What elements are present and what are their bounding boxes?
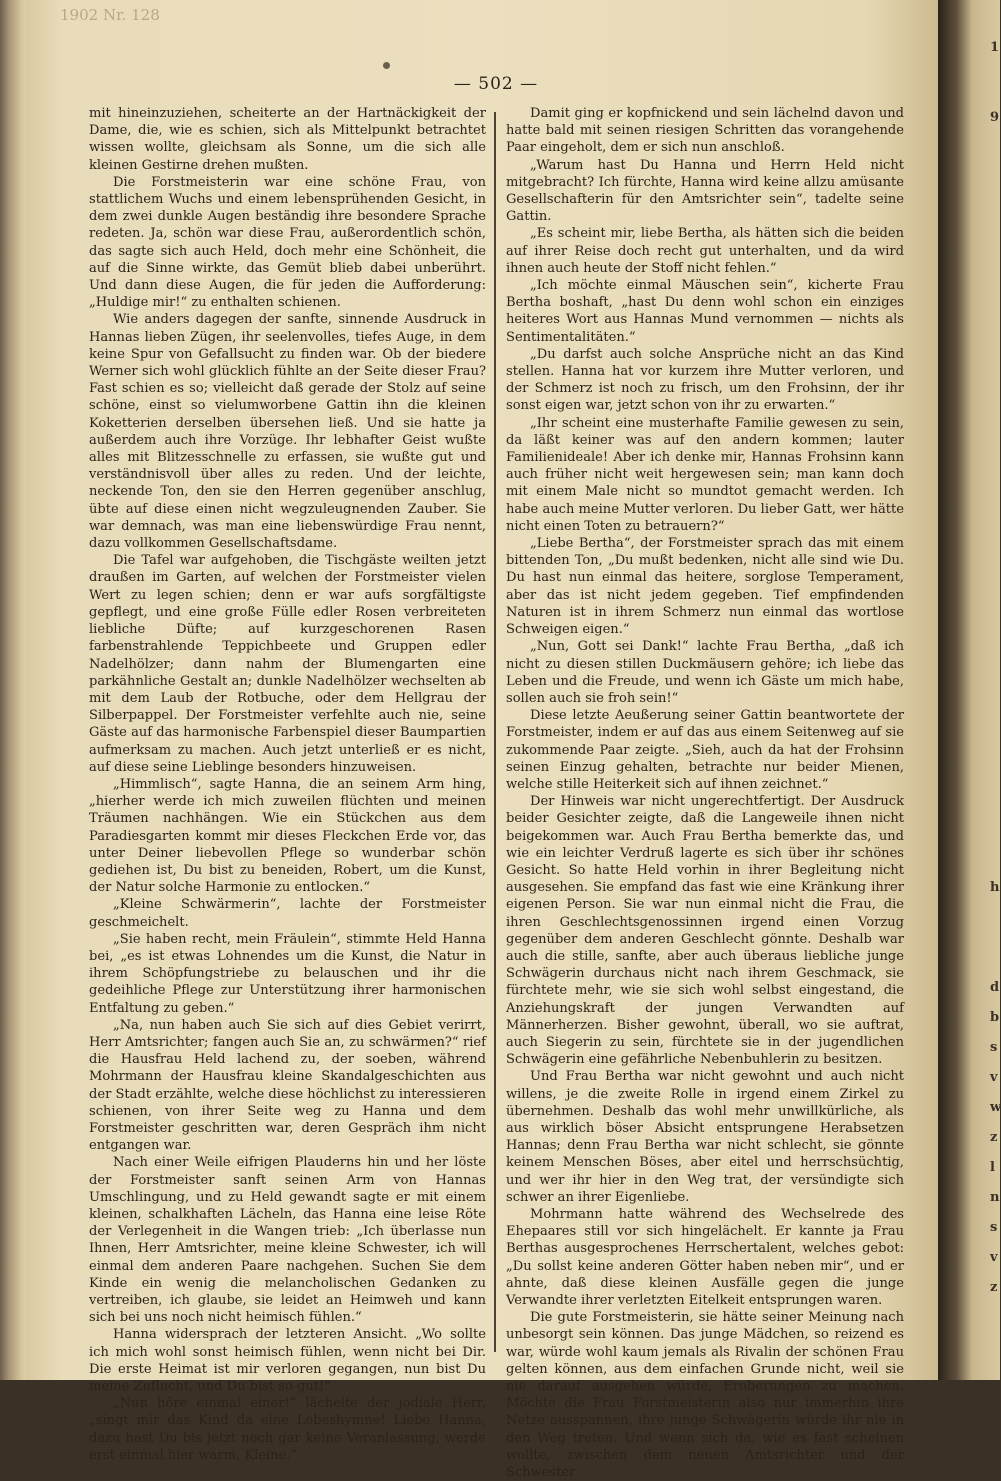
paragraph: Die Tafel war aufgehoben, die Tischgäste weilten jetzt draußen im Garten, auf welchen der Forstmeister vielen Wert zu legen schien; denn er war aufs sorgfältigste gepflegt, und eine große Fülle edler Rosen verbreiteten liebliche Düfte; auf kurzgeschorenen Rasen farbenstrahlende Teppichbeete und Gruppen edler Nadelhölzer; dann nahm der Blumengarten eine parkähnliche Gestalt an; dunkle Nadelhölzer wechselten ab mit dem Laub der Rotbuche, oder dem Hellgrau der Silberpappel. Der Forstmeister verfehlte auch nie, seine Gäste auf das harmonische Farbenspiel dieser Baumpartien aufmerksam zu machen. Auch jetzt unterließ er es nicht, auf diese seine Lieblinge besonders hinzuweisen. — [89, 553, 486, 775]
paragraph: „Du darfst auch solche Ansprüche nicht an das Kind stellen. Hanna hat vor kurzem ihre Mutter verloren, und der Schmerz ist noch zu frisch, um den Frohsinn, der ihr sonst eigen war, jetzt schon von ihr zu erwarten.“ — [506, 346, 904, 414]
margin-fragment: b — [990, 1010, 1000, 1025]
margin-fragment: z — [990, 1130, 998, 1145]
margin-fragment: d — [990, 980, 1000, 995]
paragraph: Wie anders dagegen der sanfte, sinnende Ausdruck in Hannas lieben Zügen, ihr seelenvolles, tiefes Auge, in dem keine Spur von Gefallsucht zu finden war. Ob der biedere Werner sich wohl glücklich fühlte an der Seite dieser Frau? Fast schien es so; vielleicht daß gerade der Stolz auf seine schöne, einst so vielumworbene Gattin ihn die kleinen Koketterien derselben übersehen ließ. Und sie hatte ja außerdem auch ihre Vorzüge. Ihr lebhafter Geist wußte alles mit Blitzesschnelle zu erfassen, sie wußte gut und verständnisvoll über alles zu reden. Und der leichte, neckende Ton, den sie den Herren gegenüber anschlug, übte auf diese einen nicht wegzuleugnenden Zauber. Sie war demnach, was man eine liebenswürdige Frau nennt, dazu vollkommen Gesellschaftsdame. — [89, 312, 486, 552]
paragraph: Und Frau Bertha war nicht gewohnt und auch nicht willens, je die zweite Rolle in irgend einem Zirkel zu übernehmen. Deshalb das wohl mehr unwillkürliche, als aus wirklich böser Absicht entsprungene Herabsetzen Hannas; denn Frau Bertha war nicht schlecht, sie gönnte keinem Menschen Böses, aber eitel und herrschsüchtig, und wer ihr hier in den Weg trat, der versündigte sich schwer an ihrer Eigenliebe. — [506, 1069, 904, 1205]
margin-fragment: h — [990, 880, 1000, 895]
paragraph: Diese letzte Aeußerung seiner Gattin beantwortete der Forstmeister, indem er auf das aus einem Seitenweg auf sie zukommende Paar zeigte. „Sieh, auch da hat der Frohsinn seinen Einzug gehalten, betrachte nur beider Mienen, welche stille Heiterkeit sich auf ihnen zeichnet.“ — [506, 708, 904, 792]
margin-fragment: w — [990, 1100, 1001, 1115]
right-column — [506, 105, 904, 1481]
left-column — [89, 105, 486, 1464]
margin-fragment: v — [990, 1250, 998, 1265]
right-page-edge — [938, 0, 1000, 1380]
paragraph: „Warum hast Du Hanna und Herrn Held nicht mitgebracht? Ich fürchte, Hanna wird keine allzu amüsante Gesellschafterin für den Amtsrichter sein“, tadelte seine Gattin. — [506, 157, 904, 225]
margin-fragment: 1 — [990, 40, 1000, 55]
paragraph: „Ihr scheint eine musterhafte Familie gewesen zu sein, da läßt keiner was auf den andern kommen; lauter Familienideale! Aber ich denke mir, Hannas Frohsinn kann auch früher nicht weit hergewesen sein; man kann doch mit einem Male nicht so mundtot gemacht werden. Ich habe auch meine Mutter verloren. Du lieber Gatt, wer hätte nicht einen Toten zu betrauern?“ — [506, 415, 904, 534]
margin-fragment: s — [990, 1040, 998, 1055]
margin-fragment: 9 — [990, 110, 1000, 125]
paragraph: Die Forstmeisterin war eine schöne Frau, von stattlichem Wuchs und einem lebensprühenden Gesicht, in dem zwei dunkle Augen beständig ihre besondere Sprache redeten. Ja, schön war diese Frau, außerordentlich schön, das sagte sich auch Held, doch mehr eine Schönheit, die auf die Sinne wirkte, das Gemüt blieb dabei unberührt. Und dann diese Augen, die für jeden die Aufforderung: „Huldige mir!“ zu enthalten schienen. — [89, 174, 486, 311]
paragraph: „Nun höre einmal einer!“ lächelte der jodiale Herr, „singt mir das Kind da eine Lobeshymne! Liebe Hanna, dazu hast Du bis jetzt noch gar keine Veranlassung, werde erst einmal hier warm, Kleine.“ — [89, 1396, 486, 1463]
ink-dot — [383, 62, 390, 69]
ghost-header: 1902 Nr. 128 — [60, 6, 160, 24]
paragraph: „Himmlisch“, sagte Hanna, die an seinem Arm hing, „hierher werde ich mich zuweilen flüchten und meinen Träumen nachhängen. Wie ein Stückchen aus dem Paradiesgarten kommt mir dieses Fleckchen Erde vor, das unter Deiner liebevollen Pflege so wunderbar schön gediehen ist, Du bist zu beneiden, Robert, um die Kunst, der Natur solche Harmonie zu entlocken.“ — [89, 776, 486, 896]
margin-fragment: z — [990, 1280, 998, 1295]
column-divider — [494, 112, 496, 1352]
paragraph: Nach einer Weile eifrigen Plauderns hin und her löste der Forstmeister sanft seinen Arm von Hannas Umschlingung, und zu Held gewandt sagte er mit einem kleinen, schalkhaften Lächeln, das Hanna eine leise Röte der Verlegenheit in die Wangen trieb: „Ich überlasse nun Ihnen, Herr Amtsrichter, meine kleine Schwester, ich will einmal dem anderen Paare nachgehen. Suchen Sie dem Kinde ein wenig die melancholischen Gedanken zu vertreiben, ich glaube, sie leidet an Heimweh und kann sich bei uns noch nicht heimisch fühlen.“ — [89, 1155, 486, 1326]
margin-fragment: v — [990, 1070, 998, 1085]
left-page-edge — [0, 0, 26, 1380]
margin-fragment: l — [990, 1160, 995, 1175]
margin-fragment: s — [990, 1220, 998, 1235]
paragraph: „Es scheint mir, liebe Bertha, als hätten sich die beiden auf ihrer Reise doch recht gut unterhalten, und da wird ihnen auch heute der Stoff nicht fehlen.“ — [506, 226, 904, 276]
paragraph: Damit ging er kopfnickend und sein lächelnd davon und hatte bald mit seinen riesigen Schritten das vorangehende Paar eingeholt, dem er sich nun anschloß. — [506, 106, 904, 156]
paragraph: Die gute Forstmeisterin, sie hätte seiner Meinung nach unbesorgt sein können. Das junge Mädchen, so reizend es war, würde wohl kaum jemals als Rivalin der schönen Frau gelten können, aus dem einfachen Grunde nicht, weil sie nie darauf ausgehen würde, Eroberungen zu machen. Möchte die Frau Forstmeisterin also nur immerhin ihre Netze ausspannen, ihre junge Schwägerin würde ihr nie in den Weg treten. Und wenn sich da, wie es fast scheinen wollte, zwischen dem neuen Amtsrichter und der Schwester — [506, 1310, 904, 1481]
paragraph: „Na, nun haben auch Sie sich auf dies Gebiet verirrt, Herr Amtsrichter; fangen auch Sie an, zu schwärmen?“ rief die Hausfrau Held lachend zu, der soeben, während Mohrmann der Hausfrau kleine Skandalgeschichten aus der Stadt erzählte, welche diese höchlichst zu interessieren schienen, von ihrer Seite weg zu Hanna und dem Forstmeister geschritten war, deren Gespräch ihm nicht entgangen war. — [89, 1017, 486, 1154]
paragraph: „Liebe Bertha“, der Forstmeister sprach das mit einem bittenden Ton, „Du mußt bedenken, nicht alle sind wie Du. Du hast nun einmal das heitere, sorglose Temperament, aber das ist nicht jedem gegeben. Tief empfindenden Naturen ist in ihrem Schmerz nun einmal das wortlose Schweigen eigen.“ — [506, 536, 904, 638]
paragraph: „Ich möchte einmal Mäuschen sein“, kicherte Frau Bertha boshaft, „hast Du denn wohl schon ein einziges heiteres Wort aus Hannas Mund vernommen — nichts als Sentimentalitäten.“ — [506, 278, 904, 345]
paragraph: „Nun, Gott sei Dank!“ lachte Frau Bertha, „daß ich nicht zu diesen stillen Duckmäusern gehöre; ich liebe das Leben und die Freude, und wenn ich Gäste um mich habe, sollen auch sie froh sein!“ — [506, 639, 904, 706]
paragraph: Der Hinweis war nicht ungerechtfertigt. Der Ausdruck beider Gesichter zeigte, daß die Langeweile ihnen nicht beigekommen war. Auch Frau Bertha bemerkte das, und wie ein leichter Verdruß lagerte es sich über ihr schönes Gesicht. So hatte Held vorhin in ihrer Begleitung nicht ausgesehen. Sie empfand das fast wie eine Kränkung ihrer eigenen Person. Sie war nun einmal nicht die Frau, die ihren Geschlechtsgenossinnen irgend einen Vorzug gegenüber dem anderen Geschlecht gönnte. Deshalb war auch die stille, sanfte, aber auch überaus liebliche junge Schwägerin durchaus nicht nach ihrem Geschmack, sie fürchtete mehr, wie sie sich wohl selbst eingestand, die Anziehungskraft der jungen Verwandten auf Männerherzen. Bisher gewohnt, überall, wo sie auftrat, auch Siegerin zu sein, fürchtete sie in der jugendlichen Schwägerin eine gefährliche Nebenbuhlerin zu besitzen. — [506, 794, 904, 1068]
page-number: — 502 — — [453, 74, 539, 94]
paragraph: mit hineinzuziehen, scheiterte an der Hartnäckigkeit der Dame, die, wie es schien, sich als Mittelpunkt betrachtet wissen wollte, gleichsam als Sonne, um die sich alle kleinen Gestirne drehen mußten. — [89, 106, 486, 173]
paragraph: „Sie haben recht, mein Fräulein“, stimmte Held Hanna bei, „es ist etwas Lohnendes um die Kunst, die Natur in ihrem Schöpfungstriebe zu belauschen und ihr die gedeihliche Pflege zur Unterstützung ihrer harmonischen Entfaltung zu geben.“ — [89, 931, 486, 1016]
paragraph: Mohrmann hatte während des Wechselrede des Ehepaares still vor sich hingelächelt. Er kannte ja Frau Berthas ausgesprochenes Herrschertalent, welches gebot: „Du sollst keine anderen Götter haben neben mir“, und er ahnte, daß diese kleinen Ausfälle gegen die junge Verwandte ihrer verletzten Eitelkeit entsprungen waren. — [506, 1207, 904, 1309]
paragraph: „Kleine Schwärmerin“, lachte der Forstmeister geschmeichelt. — [89, 897, 486, 930]
margin-fragment: n — [990, 1190, 1000, 1205]
paragraph: Hanna widersprach der letzteren Ansicht. „Wo sollte ich mich wohl sonst heimisch fühlen, wenn nicht bei Dir. Die erste Heimat ist mir verloren gegangen, nun bist Du meine Zuflucht, und Du bist so gut!“ — [89, 1327, 486, 1395]
